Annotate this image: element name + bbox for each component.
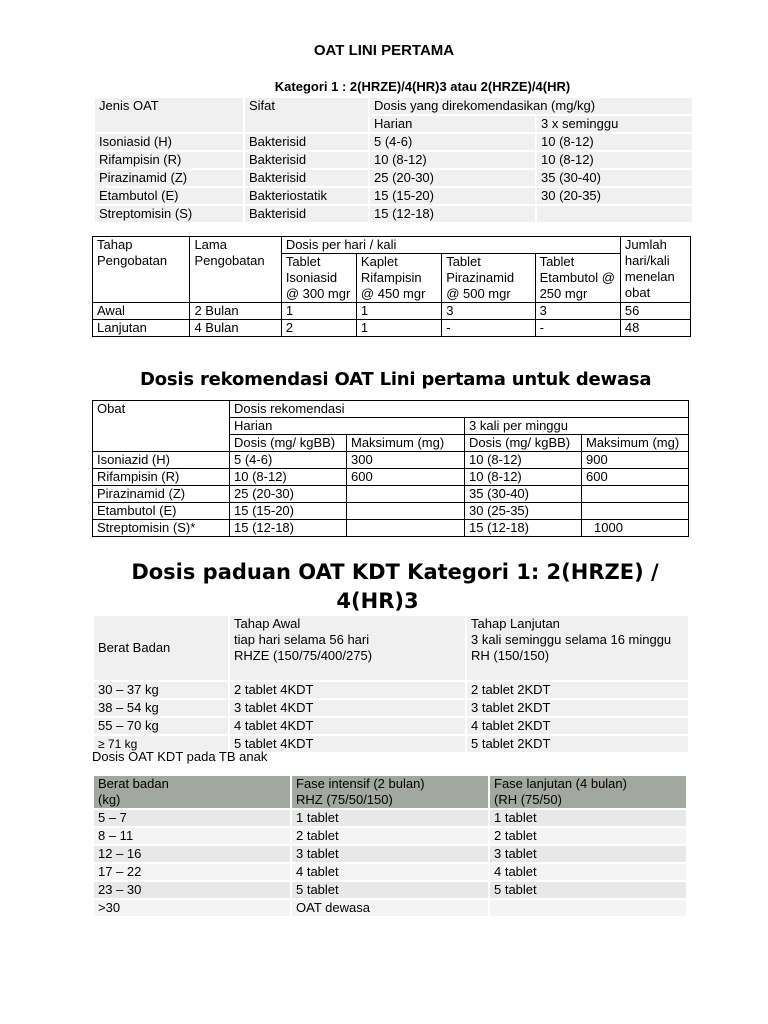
cell-sifat: Bakterisid [244, 133, 369, 151]
cell-jenis: Rifampisin (R) [94, 151, 244, 169]
table-row [93, 809, 687, 827]
header-lanjutan-line-2: (RH (75/50) [494, 792, 562, 807]
table-row [93, 469, 689, 486]
table-row [93, 699, 689, 717]
cell-lama: 2 Bulan [190, 303, 281, 320]
cell-isoniasid: 1 [281, 303, 356, 320]
cell-3x: 30 (20-35) [536, 187, 693, 205]
header-dosis-rekomendasi: Dosis rekomendasi [230, 401, 689, 418]
cell-tahap: Lanjutan [93, 320, 190, 337]
cell-obat: Etambutol (E) [93, 503, 230, 520]
header-berat-line-1: Berat badan [98, 776, 169, 791]
cell-dosis-harian: 15 (12-18) [230, 520, 347, 537]
header-jumlah: Jumlah hari/kali menelan obat [620, 237, 690, 303]
table-row [94, 151, 693, 169]
cell-obat: Rifampisin (R) [93, 469, 230, 486]
table-row [93, 303, 691, 320]
cell-maks-3x: 1000 [582, 520, 689, 537]
cell-jenis: Pirazinamid (Z) [94, 169, 244, 187]
cell-lanjutan: 5 tablet 2KDT [466, 735, 689, 753]
header-tablet-pirazinamid: Tablet Pirazinamid @ 500 mgr [442, 254, 535, 303]
cell-obat: Isoniazid (H) [93, 452, 230, 469]
cell-3x: 10 (8-12) [536, 151, 693, 169]
section-title-anak: Dosis OAT KDT pada TB anak [92, 749, 268, 764]
cell-dosis-3x: 10 (8-12) [465, 452, 582, 469]
header-intensif-line-2: RHZ (75/50/150) [296, 792, 393, 807]
cell-berat: >30 [93, 899, 291, 917]
table-row [94, 187, 693, 205]
cell-3x [536, 205, 693, 223]
cell-jenis: Isoniasid (H) [94, 133, 244, 151]
header-tablet-etambutol: Tablet Etambutol @ 250 mgr [535, 254, 620, 303]
cell-maks-harian: 600 [347, 469, 465, 486]
header-fase-lanjutan [489, 775, 687, 809]
cell-jumlah: 56 [620, 303, 690, 320]
header-jenis-oat: Jenis OAT [94, 97, 244, 133]
cell-intensif: 4 tablet [291, 863, 489, 881]
cell-lanjutan: 4 tablet [489, 863, 687, 881]
table-row [94, 169, 693, 187]
header-intensif-line-1: Fase intensif (2 bulan) [296, 776, 425, 791]
cell-harian: 5 (4-6) [369, 133, 536, 151]
table-row [93, 486, 689, 503]
section-title-dewasa: Dosis rekomendasi OAT Lini pertama untuk dewasa [140, 369, 652, 390]
table-row [93, 520, 689, 537]
table-row [93, 881, 687, 899]
tahap-lanjutan-label: Tahap Lanjutan [471, 616, 560, 631]
cell-berat: ≥ 71 kg [93, 735, 229, 753]
cell-sifat: Bakterisid [244, 205, 369, 223]
kategori-heading: Kategori 1 : 2(HRZE)/4(HR)3 atau 2(HRZE)/4(HR) [274, 79, 571, 94]
section-title-kdt-line-2: 4(HR)3 [336, 589, 419, 613]
cell-3x: 10 (8-12) [536, 133, 693, 151]
section-title-kdt: Dosis paduan OAT KDT Kategori 1: 2(HRZE) / [131, 560, 659, 584]
cell-maks-harian: 300 [347, 452, 465, 469]
cell-lanjutan: 3 tablet [489, 845, 687, 863]
cell-dosis-harian: 5 (4-6) [230, 452, 347, 469]
cell-jenis: Etambutol (E) [94, 187, 244, 205]
header-berat-badan: Berat Badan [93, 615, 229, 681]
cell-rifampisin: 1 [356, 303, 441, 320]
oat-properties-table [93, 96, 694, 224]
child-dose-table [92, 774, 688, 918]
cell-berat: 38 – 54 kg [93, 699, 229, 717]
cell-etambutol: - [535, 320, 620, 337]
header-tahap-lanjutan [466, 615, 689, 681]
cell-tahap: Awal [93, 303, 190, 320]
header-tahap: Tahap Pengobatan [93, 237, 190, 303]
table-row [93, 863, 687, 881]
cell-obat: Pirazinamid (Z) [93, 486, 230, 503]
cell-intensif: OAT dewasa [291, 899, 489, 917]
cell-lama: 4 Bulan [190, 320, 281, 337]
cell-maks-harian [347, 520, 465, 537]
cell-awal: 5 tablet 4KDT [229, 735, 466, 753]
table-row [93, 827, 687, 845]
cell-lanjutan: 3 tablet 2KDT [466, 699, 689, 717]
cell-awal: 2 tablet 4KDT [229, 681, 466, 699]
table-row [93, 845, 687, 863]
page-title: OAT LINI PERTAMA [313, 42, 455, 59]
kdt-dose-table [92, 614, 690, 754]
cell-lanjutan: 4 tablet 2KDT [466, 717, 689, 735]
tahap-awal-frekuensi: tiap hari selama 56 hari [234, 632, 370, 647]
cell-intensif: 2 tablet [291, 827, 489, 845]
table-row [93, 717, 689, 735]
table-row [93, 681, 689, 699]
table-row [93, 452, 689, 469]
cell-sifat: Bakteriostatik [244, 187, 369, 205]
cell-lanjutan: 1 tablet [489, 809, 687, 827]
table-row [94, 133, 693, 151]
cell-jenis: Streptomisin (S) [94, 205, 244, 223]
cell-harian: 25 (20-30) [369, 169, 536, 187]
cell-sifat: Bakterisid [244, 169, 369, 187]
table-row [93, 503, 689, 520]
header-fase-intensif [291, 775, 489, 809]
cell-berat: 30 – 37 kg [93, 681, 229, 699]
cell-dosis-3x: 30 (25-35) [465, 503, 582, 520]
cell-lanjutan: 5 tablet [489, 881, 687, 899]
tahap-awal-dosis: RHZE (150/75/400/275) [234, 648, 373, 663]
cell-maks-3x: 600 [582, 469, 689, 486]
cell-maks-harian [347, 486, 465, 503]
cell-maks-harian [347, 503, 465, 520]
treatment-stage-table [92, 236, 691, 337]
header-lama: Lama Pengobatan [190, 237, 281, 303]
cell-pirazinamid: - [442, 320, 535, 337]
cell-pirazinamid: 3 [442, 303, 535, 320]
header-sifat: Sifat [244, 97, 369, 133]
header-dosis-mg: Dosis (mg/ kgBB) [230, 435, 347, 452]
cell-awal: 3 tablet 4KDT [229, 699, 466, 717]
header-dosis-mg-2: Dosis (mg/ kgBB) [465, 435, 582, 452]
cell-isoniasid: 2 [281, 320, 356, 337]
header-berat-line-2: (kg) [98, 792, 121, 807]
cell-etambutol: 3 [535, 303, 620, 320]
cell-rifampisin: 1 [356, 320, 441, 337]
cell-berat: 5 – 7 [93, 809, 291, 827]
cell-dosis-3x: 15 (12-18) [465, 520, 582, 537]
cell-lanjutan: 2 tablet 2KDT [466, 681, 689, 699]
table-row [93, 899, 687, 917]
cell-berat: 8 – 11 [93, 827, 291, 845]
cell-maks-3x [582, 486, 689, 503]
header-3x-seminggu: 3 x seminggu [536, 115, 693, 133]
header-obat: Obat [93, 401, 230, 452]
header-harian: Harian [369, 115, 536, 133]
cell-dosis-3x: 10 (8-12) [465, 469, 582, 486]
tahap-lanjutan-frekuensi: 3 kali seminggu selama 16 minggu [471, 632, 672, 647]
adult-dose-table [92, 400, 689, 537]
cell-harian: 10 (8-12) [369, 151, 536, 169]
header-maksimum: Maksimum (mg) [347, 435, 465, 452]
cell-dosis-3x: 35 (30-40) [465, 486, 582, 503]
tahap-lanjutan-dosis: RH (150/150) [471, 648, 550, 663]
cell-maks-3x [582, 503, 689, 520]
cell-lanjutan [489, 899, 687, 917]
cell-dosis-harian: 15 (15-20) [230, 503, 347, 520]
header-lanjutan-line-1: Fase lanjutan (4 bulan) [494, 776, 627, 791]
table-row [94, 205, 693, 223]
cell-intensif: 1 tablet [291, 809, 489, 827]
header-dosis: Dosis yang direkomendasikan (mg/kg) [369, 97, 693, 115]
header-3-kali: 3 kali per minggu [465, 418, 689, 435]
cell-intensif: 3 tablet [291, 845, 489, 863]
cell-berat: 12 – 16 [93, 845, 291, 863]
header-harian: Harian [230, 418, 465, 435]
tahap-awal-label: Tahap Awal [234, 616, 301, 631]
cell-dosis-harian: 10 (8-12) [230, 469, 347, 486]
table-row [93, 320, 691, 337]
header-berat-badan [93, 775, 291, 809]
cell-lanjutan: 2 tablet [489, 827, 687, 845]
cell-obat: Streptomisin (S)* [93, 520, 230, 537]
cell-berat: 17 – 22 [93, 863, 291, 881]
cell-berat: 55 – 70 kg [93, 717, 229, 735]
header-tahap-awal [229, 615, 466, 681]
cell-intensif: 5 tablet [291, 881, 489, 899]
cell-harian: 15 (15-20) [369, 187, 536, 205]
cell-awal: 4 tablet 4KDT [229, 717, 466, 735]
cell-sifat: Bakterisid [244, 151, 369, 169]
cell-berat: 23 – 30 [93, 881, 291, 899]
header-tablet-isoniasid: Tablet Isoniasid @ 300 mgr [281, 254, 356, 303]
cell-jumlah: 48 [620, 320, 690, 337]
cell-3x: 35 (30-40) [536, 169, 693, 187]
header-dosis-per-hari: Dosis per hari / kali [281, 237, 620, 254]
header-kaplet-rifampisin: Kaplet Rifampisin @ 450 mgr [356, 254, 441, 303]
header-maksimum-2: Maksimum (mg) [582, 435, 689, 452]
cell-dosis-harian: 25 (20-30) [230, 486, 347, 503]
cell-maks-3x: 900 [582, 452, 689, 469]
cell-harian: 15 (12-18) [369, 205, 536, 223]
